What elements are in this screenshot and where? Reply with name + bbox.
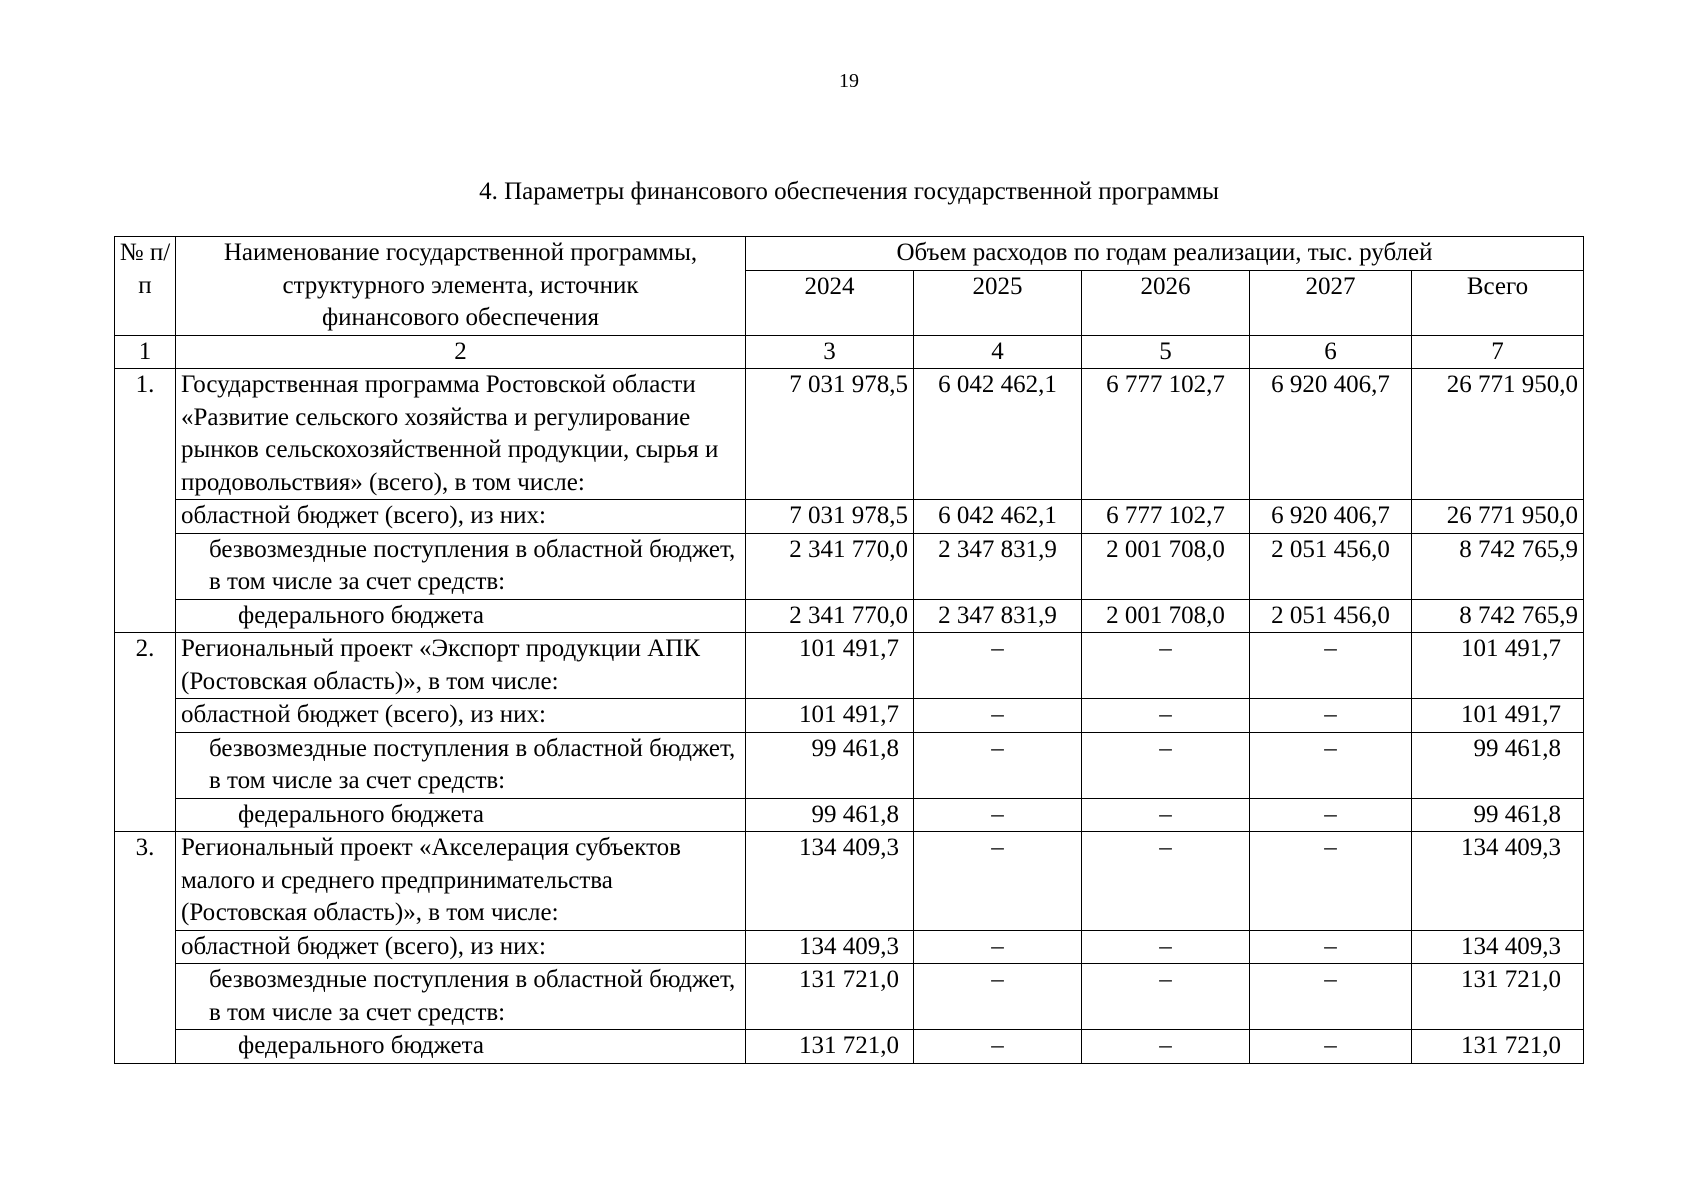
total-value: 8 742 765,9 xyxy=(1412,599,1584,633)
total-value: 99 461,8 xyxy=(1412,798,1584,832)
item-name: Региональный проект «Акселерация субъектов малого и среднего предпринимательства (Ростовская область)», в том числе: xyxy=(176,832,746,931)
year-value: 101 491,7 xyxy=(746,633,914,699)
year-value: – xyxy=(1250,732,1412,798)
header-name: Наименование государственной программы, структурного элемента, источник финансового обеспечения xyxy=(176,237,746,336)
year-value: – xyxy=(1250,699,1412,733)
total-value: 134 409,3 xyxy=(1412,832,1584,931)
federal-budget-row xyxy=(115,599,1584,633)
year-value: 134 409,3 xyxy=(746,930,914,964)
year-value: 7 031 978,5 xyxy=(746,500,914,534)
year-value: – xyxy=(914,964,1082,1030)
year-value: 6 920 406,7 xyxy=(1250,500,1412,534)
year-value: 2 347 831,9 xyxy=(914,599,1082,633)
year-value: – xyxy=(914,699,1082,733)
year-value: 2 347 831,9 xyxy=(914,533,1082,599)
header-year: 2024 xyxy=(746,270,914,335)
header-total: Всего xyxy=(1412,270,1584,335)
total-value: 99 461,8 xyxy=(1412,732,1584,798)
year-value: – xyxy=(914,1030,1082,1064)
grant-receipts-row xyxy=(115,533,1584,599)
header-row-1 xyxy=(115,237,1584,271)
total-value: 131 721,0 xyxy=(1412,964,1584,1030)
year-value: – xyxy=(1250,930,1412,964)
year-value: – xyxy=(914,798,1082,832)
year-value: – xyxy=(914,930,1082,964)
regional-budget-row xyxy=(115,500,1584,534)
year-value: 2 001 708,0 xyxy=(1082,599,1250,633)
item-name: Региональный проект «Экспорт продукции АПК (Ростовская область)», в том числе: xyxy=(176,633,746,699)
grant-receipts-row xyxy=(115,732,1584,798)
row-number: 2. xyxy=(115,633,176,832)
item-name: федерального бюджета xyxy=(176,599,746,633)
column-index: 4 xyxy=(914,335,1082,369)
year-value: – xyxy=(1250,1030,1412,1064)
column-index: 2 xyxy=(176,335,746,369)
year-value: – xyxy=(1082,930,1250,964)
year-value: 101 491,7 xyxy=(746,699,914,733)
total-value: 101 491,7 xyxy=(1412,633,1584,699)
page-number: 19 xyxy=(839,70,859,92)
year-value: 99 461,8 xyxy=(746,798,914,832)
item-name: областной бюджет (всего), из них: xyxy=(176,500,746,534)
section-title: 4. Параметры финансового обеспечения государственной программы xyxy=(479,178,1219,205)
column-index: 5 xyxy=(1082,335,1250,369)
item-name: федерального бюджета xyxy=(176,1030,746,1064)
item-name: областной бюджет (всего), из них: xyxy=(176,930,746,964)
year-value: 2 051 456,0 xyxy=(1250,533,1412,599)
program-row xyxy=(115,832,1584,931)
year-value: 6 777 102,7 xyxy=(1082,369,1250,500)
federal-budget-row xyxy=(115,1030,1584,1064)
total-value: 131 721,0 xyxy=(1412,1030,1584,1064)
year-value: 6 920 406,7 xyxy=(1250,369,1412,500)
year-value: 6 042 462,1 xyxy=(914,369,1082,500)
total-value: 8 742 765,9 xyxy=(1412,533,1584,599)
year-value: 99 461,8 xyxy=(746,732,914,798)
year-value: – xyxy=(1250,832,1412,931)
item-name: безвозмездные поступления в областной бюджет, в том числе за счет средств: xyxy=(176,964,746,1030)
year-value: 131 721,0 xyxy=(746,964,914,1030)
year-value: – xyxy=(1250,798,1412,832)
column-index: 1 xyxy=(115,335,176,369)
grant-receipts-row xyxy=(115,964,1584,1030)
year-value: 134 409,3 xyxy=(746,832,914,931)
column-index: 6 xyxy=(1250,335,1412,369)
year-value: – xyxy=(914,732,1082,798)
year-value: – xyxy=(914,832,1082,931)
column-index: 7 xyxy=(1412,335,1584,369)
year-value: 2 001 708,0 xyxy=(1082,533,1250,599)
header-year: 2026 xyxy=(1082,270,1250,335)
item-name: безвозмездные поступления в областной бюджет, в том числе за счет средств: xyxy=(176,533,746,599)
year-value: 131 721,0 xyxy=(746,1030,914,1064)
year-value: 2 341 770,0 xyxy=(746,533,914,599)
row-number: 1. xyxy=(115,369,176,633)
total-value: 26 771 950,0 xyxy=(1412,500,1584,534)
federal-budget-row xyxy=(115,798,1584,832)
year-value: – xyxy=(1250,633,1412,699)
program-row xyxy=(115,633,1584,699)
header-year: 2027 xyxy=(1250,270,1412,335)
regional-budget-row xyxy=(115,930,1584,964)
column-index-row xyxy=(115,335,1584,369)
regional-budget-row xyxy=(115,699,1584,733)
year-value: – xyxy=(1082,832,1250,931)
year-value: – xyxy=(1250,964,1412,1030)
total-value: 26 771 950,0 xyxy=(1412,369,1584,500)
year-value: – xyxy=(1082,633,1250,699)
row-number: 3. xyxy=(115,832,176,1064)
total-value: 101 491,7 xyxy=(1412,699,1584,733)
year-value: – xyxy=(1082,964,1250,1030)
header-num: № п/п xyxy=(115,237,176,336)
item-name: безвозмездные поступления в областной бюджет, в том числе за счет средств: xyxy=(176,732,746,798)
program-row xyxy=(115,369,1584,500)
year-value: – xyxy=(1082,798,1250,832)
column-index: 3 xyxy=(746,335,914,369)
financing-table xyxy=(114,236,1584,1064)
year-value: – xyxy=(1082,732,1250,798)
item-name: федерального бюджета xyxy=(176,798,746,832)
year-value: 6 042 462,1 xyxy=(914,500,1082,534)
year-value: – xyxy=(914,633,1082,699)
total-value: 134 409,3 xyxy=(1412,930,1584,964)
year-value: 2 051 456,0 xyxy=(1250,599,1412,633)
year-value: – xyxy=(1082,1030,1250,1064)
year-value: 2 341 770,0 xyxy=(746,599,914,633)
item-name: Государственная программа Ростовской области «Развитие сельского хозяйства и регулирование рынков сельскохозяйственной продукции, сырья и продовольствия» (всего), в том числе: xyxy=(176,369,746,500)
item-name: областной бюджет (всего), из них: xyxy=(176,699,746,733)
year-value: 7 031 978,5 xyxy=(746,369,914,500)
header-year: 2025 xyxy=(914,270,1082,335)
year-value: – xyxy=(1082,699,1250,733)
header-volume: Объем расходов по годам реализации, тыс. рублей xyxy=(746,237,1584,271)
year-value: 6 777 102,7 xyxy=(1082,500,1250,534)
